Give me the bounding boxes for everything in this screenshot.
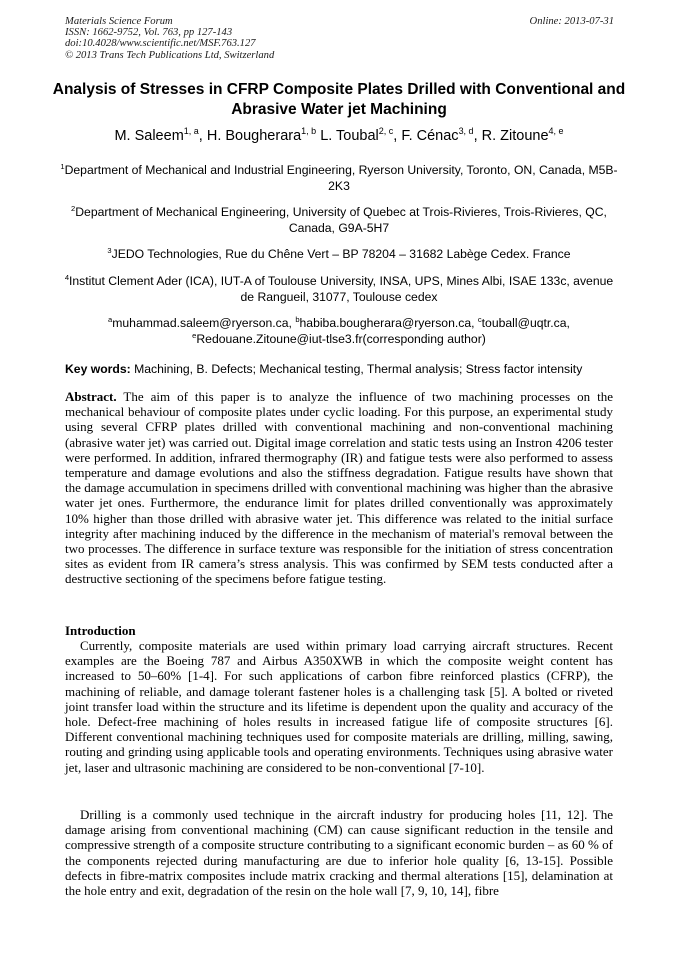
intro-paragraph-1: Currently, composite materials are used within primary load carrying aircraft structures. Recent examples are the Boeing 787 and Airbus A350XWB in which the composite weight content has increased to 50–60% [1-4]. For such applications of carbon fibre reinforced plastics (CFRP), the machining of reliable, and damage tolerant fastener holes is a challenging task [5]. A bolted or riveted joint transfer load within the structure and its lifetime is dependent upon the quality and accuracy of the hole. Defect-free machining of holes results in increased fatigue life of composite structures [6]. Different conventional machining techniques used for composite materials are drilling, milling, sawing, routing and grinding using applicable tools and operating environments. Techniques using abrasive water jet, laser and ultrasonic machining are considered to be non-conventional [7-10]. — [65, 638, 613, 775]
online-date: Online: 2013-07-31 — [529, 16, 614, 27]
email[interactable]: $^e$Redouane.Zitoune@iut-tlse3.fr(corresponding author) — [192, 330, 486, 346]
section-heading-introduction: Introduction — [65, 623, 136, 638]
doi-line: doi:10.4028/www.scientific.net/MSF.763.127 — [65, 38, 256, 50]
author: H. Bougherara$^{1, b}$ — [206, 126, 317, 144]
issn-line: ISSN: 1662-9752, Vol. 763, pp 127-143 — [65, 27, 233, 39]
abstract-label: Abstract. — [65, 389, 117, 404]
affiliation-3: $^3$JEDO Technologies, Rue du Chêne Vert – BP 78204 – 31682 Labège Cedex. France — [107, 245, 571, 261]
author: F. Cénac$^{3, d}$, — [401, 126, 482, 144]
affiliation-1: $^1$Department of Mechanical and Industrial Engineering, Ryerson University, Toronto, ON, Canada, M5B-2K3 — [60, 161, 618, 193]
author: R. Zitoune$^{4, e}$ — [481, 126, 564, 144]
email-list — [58, 316, 620, 348]
email[interactable]: $^c$touball@uqtr.ca, — [477, 314, 570, 330]
copyright-line: © 2013 Trans Tech Publications Ltd, Switzerland — [65, 49, 275, 61]
keywords — [65, 362, 625, 378]
abstract — [65, 389, 613, 587]
author: M. Saleem$^{1, a}$, — [114, 126, 207, 144]
author-list — [30, 126, 648, 146]
journal-name: Materials Science Forum — [65, 16, 173, 27]
abstract-text: The aim of this paper is to analyze the influence of two machining processes on the mechanical behaviour of composite plates under cyclic loading. For this purpose, an experimental study using several CFRP plates drilled with conventional machining and non-conventional machining (abrasive water jet) was carried out. Digital image correlation and static tests using an Instron 4206 tester were performed. In addition, infrared thermography (IR) and fatigue tests were also performed to assess temperature and damage evolutions and also the stiffness degradation. Fatigue results have shown that the damage accumulation in specimens drilled with conventional machining was higher than the abrasive water jet ones. Furthermore, the endurance limit for plates drilled conventionally was approximately 10% higher than those drilled with abrasive water jet. This difference was related to the initial surface integrity after machining induced by the difference in the mechanism of material's removal between the two processes. The difference in surface texture was responsible for the initiation of stress concentration sites as evident from IR camera’s stress analysis. This was confirmed by SEM tests conducted after a destructive sectioning of the specimens before fatigue testing. — [65, 389, 613, 587]
journal-header — [65, 16, 274, 61]
paper-title: Analysis of Stresses in CFRP Composite Plates Drilled with Conventional and Abrasive Water jet Machining — [52, 81, 626, 118]
affiliation-2: $^2$Department of Mechanical Engineering, University of Quebec at Trois-Rivieres, Trois-Rivieres, QC, Canada, G9A-5H7 — [71, 203, 607, 235]
affiliation-4: $^4$Institut Clement Ader (ICA), IUT-A of Toulouse University, INSA, UPS, Mines Albi, ISAE 133c, avenue de Rangueil, 31077, Toulouse cedex — [64, 272, 614, 304]
intro-paragraph-2: Drilling is a commonly used technique in the aircraft industry for producing holes [11, 12]. The damage arising from conventional machining (CM) can cause significant reduction in the tensile and compressive strength of a composite structure contributing to a significant economic burden – as 60 % of the components rejected during manufacturing are due to inferior hole quality [6, 13-15]. Possible defects in fibre-matrix composites include matrix cracking and thermal alterations [15], delamination at the hole entry and exit, degradation of the resin on the hole wall [7, 9, 10, 14], fibre — [65, 807, 613, 899]
email[interactable]: $^a$muhammad.saleem@ryerson.ca, — [108, 314, 296, 330]
keywords-label: Key words: — [65, 362, 131, 376]
keywords-text: Machining, B. Defects; Mechanical testing, Thermal analysis; Stress factor intensity — [130, 362, 583, 376]
author: L. Toubal$^{2, c}$, — [320, 126, 402, 144]
email[interactable]: $^b$habiba.bougherara@ryerson.ca, — [295, 314, 478, 330]
